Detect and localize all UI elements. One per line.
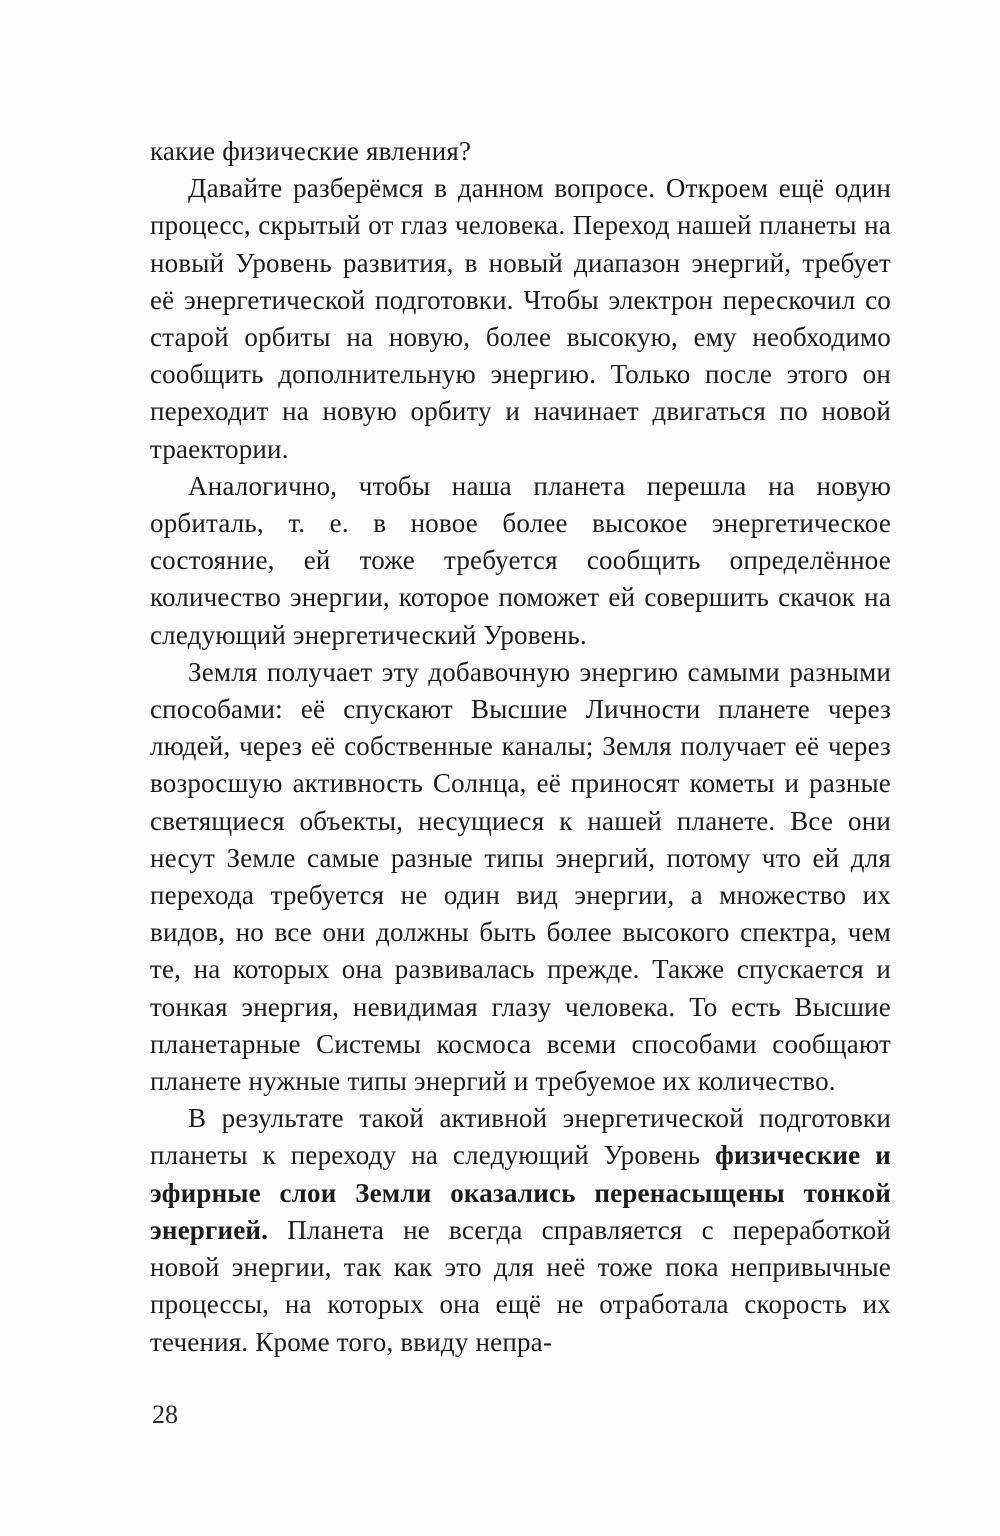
paragraph: Давайте разберёмся в данном вопросе. Откроем ещё один процесс, скрытый от глаз человека. Переход нашей планеты на новый Уровень развития, в новый диапазон энергий, требует её энергетической подготовки. Чтобы электрон перескочил со старой орбиты на новую, более высокую, ему необходимо сообщить дополнительную энергию. Только после этого он переходит на новую орбиту и начинает двигаться по новой траектории. xyxy=(150,173,891,464)
paragraph: В результате такой активной энергетической подготовки планеты к переходу на следующий Уровень физические и эфирные слои Земли оказались перенасыщены тонкой энергией. Планета не всегда справляется с переработкой новой энергии, так как это для неё тоже пока непривычные процессы, на которых она ещё не отработала скорость их течения. Кроме того, ввиду непра- xyxy=(150,1103,891,1357)
paragraph: какие физические явления? xyxy=(150,136,472,166)
paragraph: Аналогично, чтобы наша планета перешла на новую орбиталь, т. е. в новое более высокое энергетическое состояние, ей тоже требуется сообщить определённое количество энергии, которое поможет ей совершить скачок на следующий энергетический Уровень. xyxy=(150,470,891,650)
paragraph: Земля получает эту добавочную энергию самыми разными способами: её спускают Высшие Личности планете через людей, через её собственные каналы; Земля получает её через возросшую активность Солнца, её приносят кометы и разные светящиеся объекты, несущиеся к нашей планете. Все они несут Земле самые разные типы энергий, потому что ей для перехода требуется не один вид энергии, а множество их видов, но все они должны быть более высокого спектра, чем те, на которых она развивалась прежде. Также спускается и тонкая энергия, невидимая глазу человека. То есть Высшие планетарные Системы космоса всеми способами сообщают планете нужные типы энергий и требуемое их количество. xyxy=(150,656,891,1097)
page-number: 28 xyxy=(152,1400,178,1429)
text-block xyxy=(150,133,891,1361)
